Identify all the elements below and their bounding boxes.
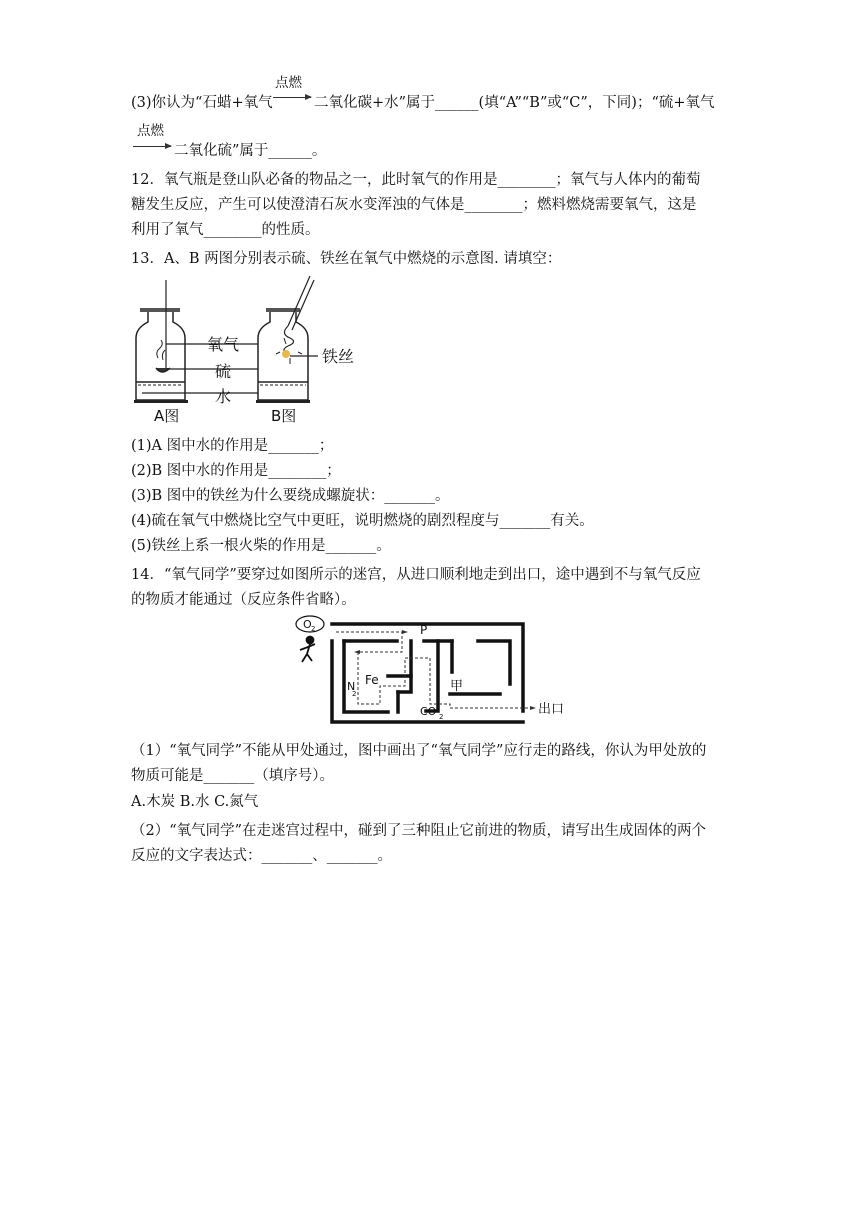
q13-stem: 13．A、B 两图分别表示硫、铁丝在氧气中燃烧的示意图. 请填空： [131,251,562,267]
q13-item-3: (3)B 图中的铁丝为什么要绕成螺旋状：_______。 [131,488,450,504]
maze-label-o2-sub: 2 [311,625,316,633]
maze-figure [290,614,580,726]
q14-stem-line-2: 的物质才能通过（反应条件省略）。 [131,592,356,608]
maze-label-co2-sub: 2 [439,713,444,721]
label-water: 水 [215,387,232,406]
maze-label-fe: Fe [365,673,379,687]
q13-item-5: (5)铁丝上系一根火柴的作用是_______。 [131,538,391,554]
q11-3-line2: 二氧化硫”属于______。 [174,143,327,159]
q14-part2-line-2: 反应的文字表达式：_______、_______。 [131,848,392,864]
q13-item-1: (1)A 图中水的作用是_______； [131,438,334,454]
label-iron-wire: 铁丝 [322,347,355,366]
combustion-figure [130,272,370,432]
reaction-arrow-1 [273,97,311,98]
q12-line-1: 12．氧气瓶是登山队必备的物品之一，此时氧气的作用是________；氧气与人体内的葡萄 [131,172,701,188]
maze-label-n2-sub: 2 [352,690,357,698]
maze-label-p: P [420,623,428,637]
reaction-arrow-2 [133,146,171,147]
q14-options: A.木炭 B.水 C.氮气 [131,794,259,810]
q14-part1-line-1: （1）“氧气同学”不能从甲处通过，图中画出了“氧气同学”应行走的路线，你认为甲处放的 [131,743,707,759]
maze-label-exit: 出口 [538,702,565,717]
q11-3-line1-part1: (3)你认为“石蜡+氧气 [131,95,273,111]
reaction-condition-2: 点燃 [137,123,164,139]
maze-label-jia: 甲 [450,679,464,694]
q14-part2-line-1: （2）“氧气同学”在走迷宫过程中，碰到了三种阻止它前进的物质，请写出生成固体的两个 [131,823,707,839]
label-sulfur: 硫 [215,362,232,381]
label-oxygen: 氧气 [207,335,240,354]
q14-stem-line-1: 14．“氧气同学”要穿过如图所示的迷宫，从进口顺利地走到出口，途中遇到不与氧气反应 [131,567,701,583]
reaction-condition-1: 点燃 [275,75,302,91]
q13-item-2: (2)B 图中水的作用是________； [131,463,341,479]
maze-label-o2: O [303,618,312,631]
q13-item-4: (4)硫在氧气中燃烧比空气中更旺，说明燃烧的剧烈程度与_______有关。 [131,513,594,529]
q12-line-3: 利用了氧气________的性质。 [131,222,320,238]
q14-part1-line-2: 物质可能是_______（填序号）。 [131,768,334,784]
stick-figure [300,637,315,663]
bottle-b [258,276,314,400]
q12-line-2: 糖发生反应，产生可以使澄清石灰水变浑浊的气体是________；燃料燃烧需要氧气，这是 [131,197,697,213]
bottle-a [136,280,185,400]
q11-3-line1-part2: 二氧化碳+水”属于______(填“A”“B”或“C”，下同)；“硫+氧气 [314,95,715,111]
label-fig-b: B图 [271,407,297,425]
maze-label-co2: CO [420,705,437,718]
maze-label-n2: N [347,680,356,693]
label-fig-a: A图 [154,407,180,425]
